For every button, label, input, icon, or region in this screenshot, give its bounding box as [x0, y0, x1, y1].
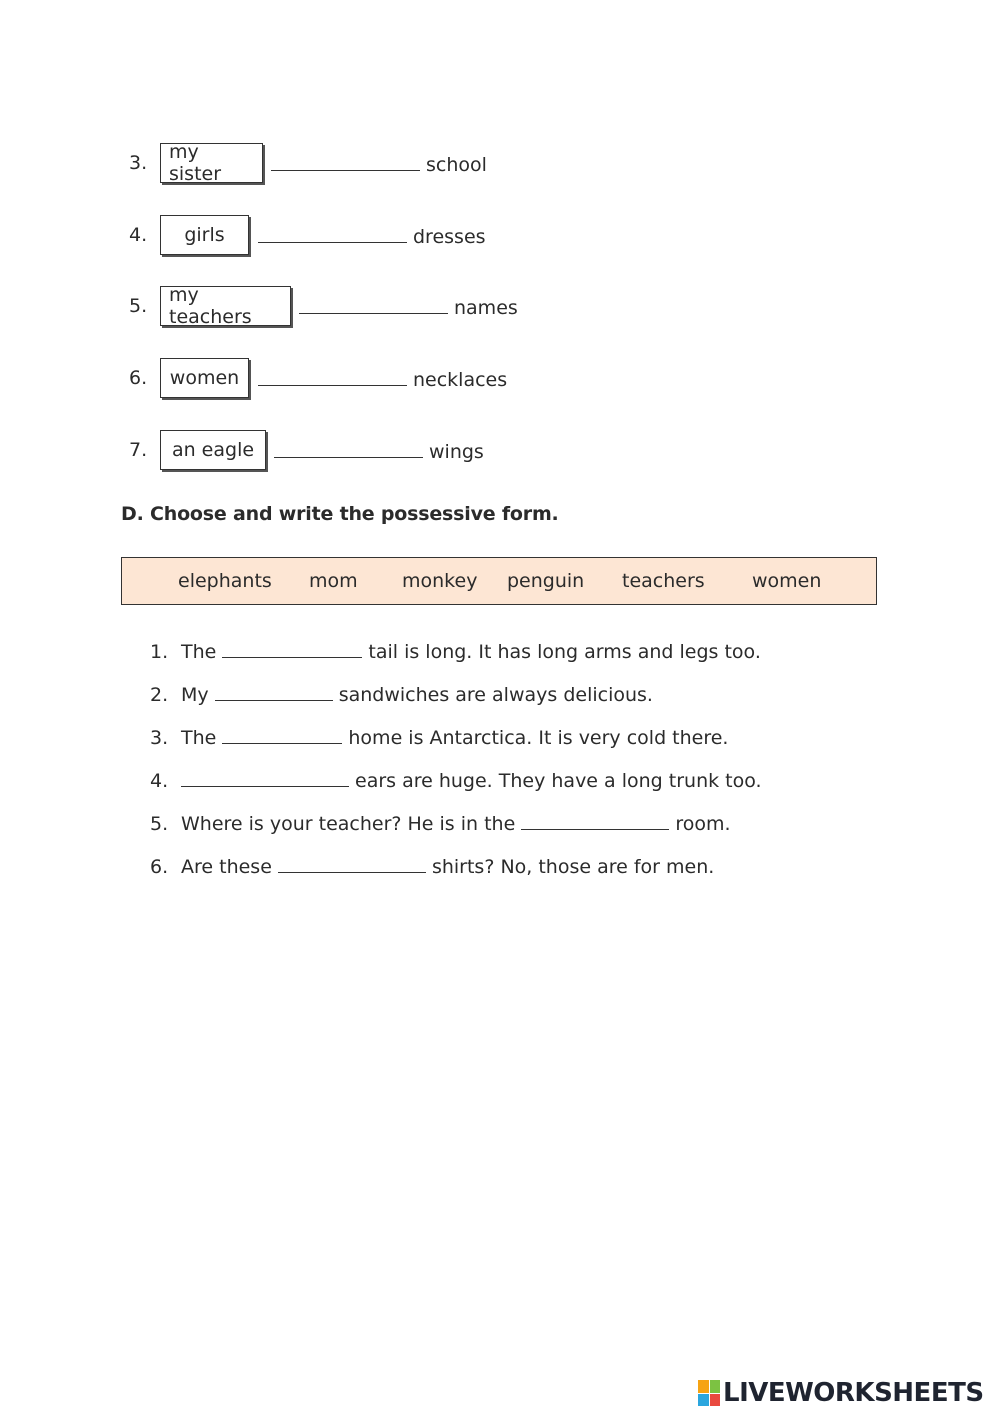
word-box: an eagle [160, 430, 266, 470]
sentence-after: room. [675, 813, 731, 835]
sentence-number: 1. [150, 641, 169, 663]
logo-square [710, 1380, 721, 1393]
answer-blank[interactable] [521, 809, 669, 830]
logo-square [698, 1380, 709, 1393]
word-bank-item: women [752, 570, 822, 592]
answer-blank[interactable] [258, 365, 407, 386]
sentence-after: shirts? No, those are for men. [431, 856, 715, 878]
sentence [150, 637, 761, 663]
sentence-after: home is Antarctica. It is very cold there. [348, 727, 729, 749]
word-bank-item: elephants [178, 570, 272, 592]
item-number: 5. [129, 295, 148, 317]
answer-blank[interactable] [278, 852, 426, 873]
sentence-number: 2. [150, 684, 169, 706]
word-bank-item: mom [309, 570, 358, 592]
sentence [150, 852, 714, 878]
word-box: my teachers [160, 286, 291, 326]
logo-square [710, 1394, 721, 1407]
answer-blank[interactable] [258, 222, 407, 243]
sentence-after: ears are huge. They have a long trunk too. [355, 770, 762, 792]
word-box: girls [160, 215, 249, 255]
sentence-number: 6. [150, 856, 169, 878]
word-box: my sister [160, 143, 263, 183]
item-number: 4. [129, 224, 148, 246]
word-bank-item: monkey [402, 570, 478, 592]
sentence-before: Are these [181, 856, 272, 878]
item-tail: necklaces [413, 369, 508, 391]
item-tail: wings [429, 441, 484, 463]
liveworksheets-logo[interactable] [698, 1378, 984, 1408]
answer-blank[interactable] [274, 437, 423, 458]
item-number: 6. [129, 367, 148, 389]
sentence [150, 809, 731, 835]
word-bank [121, 557, 877, 605]
sentence-after: sandwiches are always delicious. [338, 684, 653, 706]
word-bank-item: teachers [622, 570, 705, 592]
item-number: 7. [129, 439, 148, 461]
sentence [150, 723, 728, 749]
answer-blank[interactable] [181, 766, 349, 787]
sentence-number: 3. [150, 727, 169, 749]
sentence [150, 766, 762, 792]
logo-text: LIVEWORKSHEETS [723, 1378, 984, 1408]
sentence-number: 4. [150, 770, 169, 792]
sentence-before: The [181, 727, 217, 749]
logo-icon [698, 1380, 720, 1406]
answer-blank[interactable] [271, 150, 420, 171]
sentence-after: tail is long. It has long arms and legs too. [368, 641, 761, 663]
answer-blank[interactable] [215, 680, 333, 701]
word-box: women [160, 358, 249, 398]
item-tail: names [454, 297, 518, 319]
item-tail: dresses [413, 226, 486, 248]
answer-blank[interactable] [222, 637, 362, 658]
exercise-d-heading: D. Choose and write the possessive form. [121, 503, 559, 525]
sentence-before: The [181, 641, 217, 663]
sentence-before: Where is your teacher? He is in the [181, 813, 516, 835]
logo-square [698, 1394, 709, 1407]
word-bank-item: penguin [507, 570, 585, 592]
item-tail: school [426, 154, 487, 176]
answer-blank[interactable] [299, 293, 448, 314]
sentence-before: My [181, 684, 209, 706]
item-number: 3. [129, 152, 148, 174]
sentence [150, 680, 653, 706]
answer-blank[interactable] [222, 723, 342, 744]
sentence-number: 5. [150, 813, 169, 835]
